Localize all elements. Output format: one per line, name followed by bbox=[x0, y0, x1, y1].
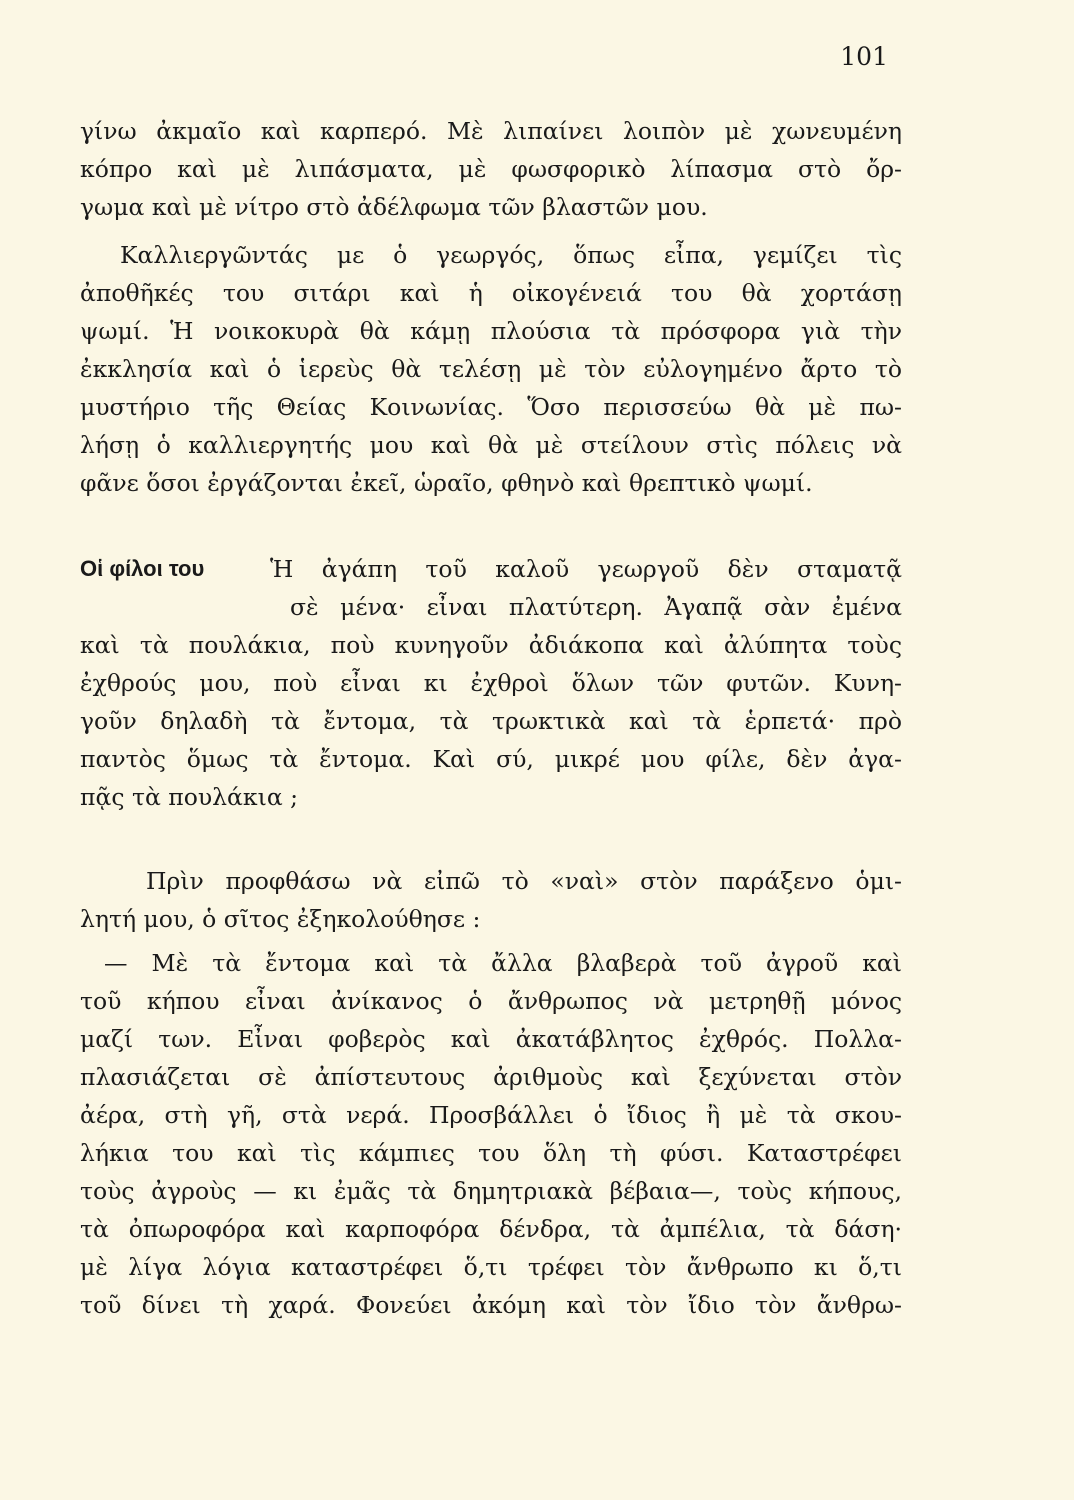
text-line: τὰ ὀπωροφόρα καὶ καρποφόρα δένδρα, τὰ ἀμπέλια, τὰ δάση· bbox=[80, 1215, 902, 1243]
text-line: λήκια του καὶ τὶς κάμπιες του ὅλη τὴ φύσι. Καταστρέφει bbox=[80, 1139, 902, 1167]
text-line: Καλλιεργῶντάς με ὁ γεωργός, ὅπως εἶπα, γεμίζει τὶς bbox=[120, 241, 902, 269]
section-heading: Οἱ φίλοι του bbox=[80, 556, 205, 581]
text-line: παντὸς ὅμως τὰ ἔντομα. Καὶ σύ, μικρέ μου φίλε, δὲν ἀγα- bbox=[80, 745, 902, 773]
text-line: λητή μου, ὁ σῖτος ἐξηκολούθησε : bbox=[80, 905, 481, 933]
text-line: πᾷς τὰ πουλάκια ; bbox=[80, 783, 299, 811]
text-line: σὲ μένα· εἶναι πλατύτερη. Ἀγαπᾷ σὰν ἐμένα bbox=[290, 593, 902, 621]
text-line: μὲ λίγα λόγια καταστρέφει ὅ,τι τρέφει τὸν ἄνθρωπο κι ὅ,τι bbox=[80, 1253, 902, 1281]
page-number: 101 bbox=[840, 42, 888, 71]
text-line: φᾶνε ὅσοι ἐργάζονται ἐκεῖ, ὡραῖο, φθηνὸ καὶ θρεπτικὸ ψωμί. bbox=[80, 469, 813, 497]
text-line: Πρὶν προφθάσω νὰ εἰπῶ τὸ «ναὶ» στὸν παράξενο ὁμι- bbox=[146, 867, 902, 895]
text-line: ἀποθῆκές του σιτάρι καὶ ἡ οἰκογένειά του θὰ χορτάσῃ bbox=[80, 279, 902, 307]
text-line: ἐκκλησία καὶ ὁ ἱερεὺς θὰ τελέσῃ μὲ τὸν εὐλογημένο ἄρτο τὸ bbox=[80, 355, 902, 383]
text-line: λήσῃ ὁ καλλιεργητής μου καὶ θὰ μὲ στείλουν στὶς πόλεις νὰ bbox=[80, 431, 902, 459]
text-line: μαζί των. Εἶναι φοβερὸς καὶ ἀκατάβλητος ἐχθρός. Πολλα- bbox=[80, 1025, 902, 1053]
text-line: ἀέρα, στὴ γῆ, στὰ νερά. Προσβάλλει ὁ ἴδιος ἢ μὲ τὰ σκου- bbox=[80, 1101, 902, 1129]
text-line: γωμα καὶ μὲ νίτρο στὸ ἀδέλφωμα τῶν βλαστῶν μου. bbox=[80, 193, 708, 221]
text-line: μυστήριο τῆς Θείας Κοινωνίας. Ὅσο περισσεύω θὰ μὲ πω- bbox=[80, 393, 902, 421]
text-line: ἐχθρούς μου, ποὺ εἶναι κι ἐχθροὶ ὅλων τῶν φυτῶν. Κυνη- bbox=[80, 669, 902, 697]
text-line: τοὺς ἀγροὺς — κι ἐμᾶς τὰ δημητριακὰ βέβαια—, τοὺς κήπους, bbox=[80, 1177, 902, 1205]
text-line: πλασιάζεται σὲ ἀπίστευτους ἀριθμοὺς καὶ ξεχύνεται στὸν bbox=[80, 1063, 902, 1091]
text-line: τοῦ κήπου εἶναι ἀνίκανος ὁ ἄνθρωπος νὰ μετρηθῇ μόνος bbox=[80, 987, 902, 1015]
text-line: γοῦν δηλαδὴ τὰ ἔντομα, τὰ τρωκτικὰ καὶ τὰ ἑρπετά· πρὸ bbox=[80, 707, 902, 735]
text-line: — Μὲ τὰ ἔντομα καὶ τὰ ἄλλα βλαβερὰ τοῦ ἀγροῦ καὶ bbox=[104, 949, 902, 977]
text-line: ψωμί. Ἡ νοικοκυρὰ θὰ κάμῃ πλούσια τὰ πρόσφορα γιὰ τὴν bbox=[80, 317, 902, 345]
text-line: κόπρο καὶ μὲ λιπάσματα, μὲ φωσφορικὸ λίπασμα στὸ ὄρ- bbox=[80, 155, 902, 183]
text-line: τοῦ δίνει τὴ χαρά. Φονεύει ἀκόμη καὶ τὸν ἴδιο τὸν ἄνθρω- bbox=[80, 1291, 902, 1319]
text-line: Ἡ ἀγάπη τοῦ καλοῦ γεωργοῦ δὲν σταματᾷ bbox=[270, 555, 902, 583]
text-line: γίνω ἀκμαῖο καὶ καρπερό. Μὲ λιπαίνει λοιπὸν μὲ χωνευμένη bbox=[80, 117, 902, 145]
text-line: καὶ τὰ πουλάκια, ποὺ κυνηγοῦν ἀδιάκοπα καὶ ἀλύπητα τοὺς bbox=[80, 631, 902, 659]
